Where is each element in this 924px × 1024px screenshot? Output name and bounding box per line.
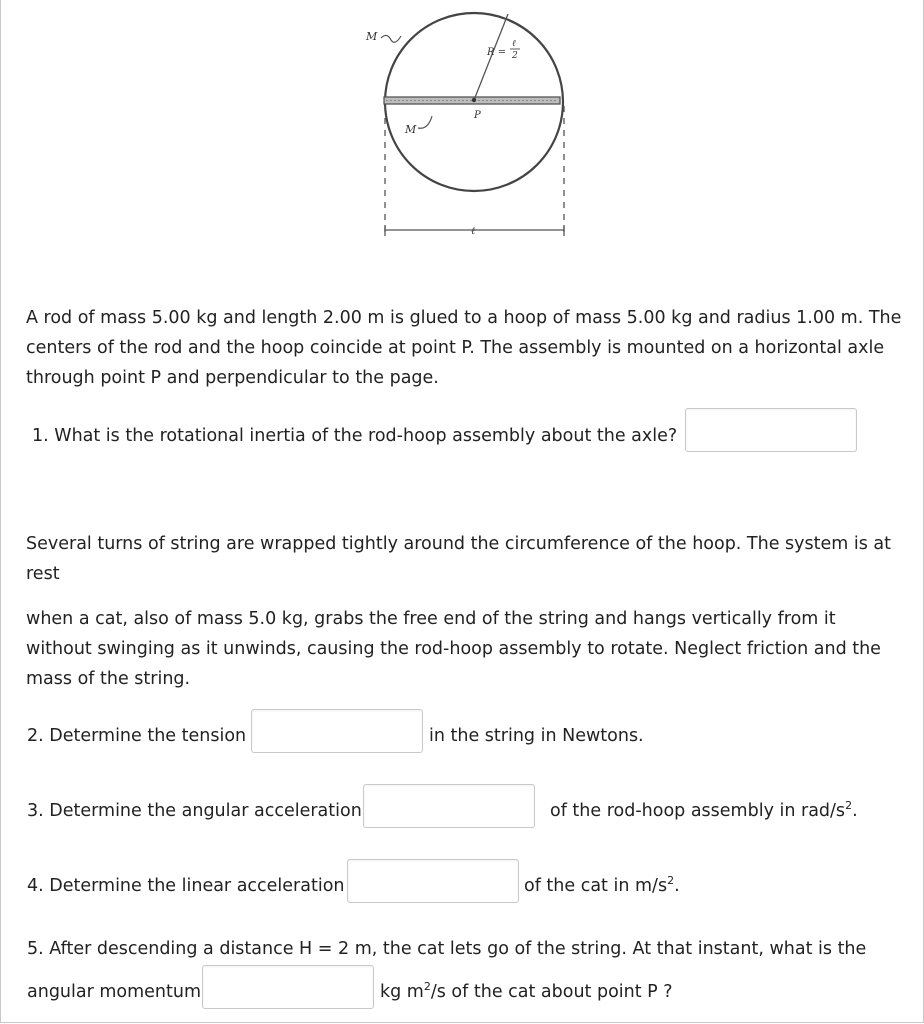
question-4-text: 4. Determine the linear acceleration — [27, 876, 345, 896]
point-p-marker — [472, 98, 476, 102]
setup-paragraph-1: Several turns of string are wrapped tightly around the circumference of the hoop. The system is at rest — [26, 534, 891, 584]
mass-label-inner: M — [405, 123, 417, 136]
answer-5-input[interactable] — [202, 965, 374, 1009]
radius-label: R = — [487, 47, 507, 58]
intro-paragraph: A rod of mass 5.00 kg and length 2.00 m is glued to a hoop of mass 5.00 kg and radius 1.00 m. The centers of the rod and the hoop coincide at point P. The assembly is mounted on a horizontal axle through point P and perpendicular to the page. — [26, 308, 902, 388]
question-5-prefix: angular momentum — [27, 982, 202, 1002]
question-4-unit-end: . — [674, 876, 680, 896]
question-5-unit-exp: 2 — [423, 980, 431, 994]
rod-hoop-figure — [0, 0, 924, 270]
question-5-text: 5. After descending a distance H = 2 m, the cat lets go of the string. At that instant, what is the — [27, 939, 867, 959]
length-label: ℓ — [471, 226, 476, 237]
answer-3-input[interactable] — [363, 784, 535, 828]
question-3-unit-text: of the rod-hoop assembly in rad/s — [550, 801, 846, 821]
question-3-text: 3. Determine the angular acceleration — [27, 801, 362, 821]
answer-4-input[interactable] — [347, 859, 519, 903]
question-4-unit-exp: 2 — [667, 874, 675, 888]
answer-1-input[interactable] — [685, 408, 857, 452]
question-4-unit — [524, 871, 680, 901]
question-4-unit-text: of the cat in m/s — [524, 876, 668, 896]
question-2-text: 2. Determine the tension — [27, 726, 247, 746]
question-5-unit — [380, 977, 673, 1007]
radius-label-num: ℓ — [512, 39, 516, 49]
answer-2-input[interactable] — [251, 709, 423, 753]
question-3-unit-end: . — [852, 801, 858, 821]
question-5-unit-2: /s of the cat about point P ? — [430, 982, 673, 1002]
mass-label-top: M — [366, 30, 378, 43]
point-p-label: P — [474, 110, 481, 121]
radius-label-den: 2 — [512, 51, 518, 61]
setup-paragraph-2: when a cat, also of mass 5.0 kg, grabs the free end of the string and hangs vertically from it without swinging as it unwinds, causing the rod-hoop assembly to rotate. Neglect friction and the mass of the string. — [26, 609, 881, 689]
question-5-unit-1: kg m — [380, 982, 424, 1002]
question-2-unit: in the string in Newtons. — [429, 726, 644, 746]
question-1-text: 1. What is the rotational inertia of the rod-hoop assembly about the axle? — [32, 426, 678, 446]
question-3-unit-exp: 2 — [845, 799, 853, 813]
question-3-unit — [550, 796, 858, 826]
